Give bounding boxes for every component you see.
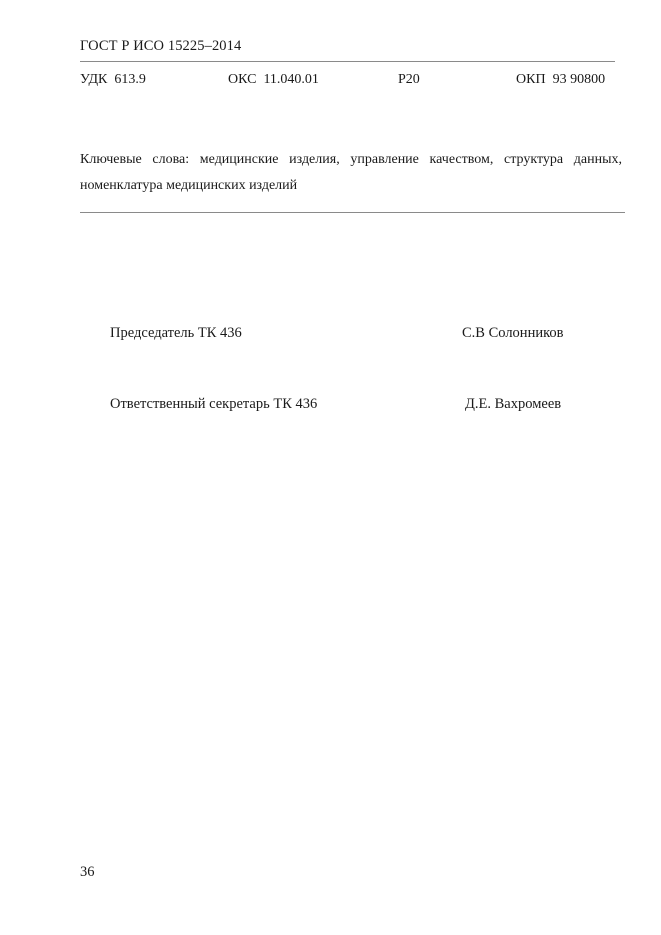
udk-label: УДК — [80, 72, 108, 87]
keywords-paragraph: Ключевые слова: медицинские изделия, управление качеством, структура данных, номенклатура медицинских изделий — [80, 152, 622, 193]
page-number: 36 — [80, 864, 95, 880]
okp-value: 93 90800 — [552, 72, 606, 87]
okp-label: ОКП — [516, 72, 546, 87]
okp-code — [516, 72, 605, 88]
r-code: Р20 — [398, 72, 420, 87]
oks-label: ОКС — [228, 72, 257, 87]
udk-value: 613.9 — [114, 72, 146, 87]
signature-name: С.В Солонников — [462, 325, 564, 341]
classification-codes-row — [0, 72, 661, 92]
keywords-rule — [80, 212, 625, 213]
udk-code — [80, 72, 146, 88]
standard-designation: ГОСТ Р ИСО 15225–2014 — [80, 38, 242, 54]
oks-code — [228, 72, 319, 88]
signature-role: Ответственный секретарь ТК 436 — [110, 396, 318, 412]
oks-value: 11.040.01 — [263, 72, 319, 87]
signature-name: Д.Е. Вахромеев — [465, 396, 562, 412]
signature-role: Председатель ТК 436 — [110, 325, 242, 341]
header-rule — [80, 61, 615, 62]
